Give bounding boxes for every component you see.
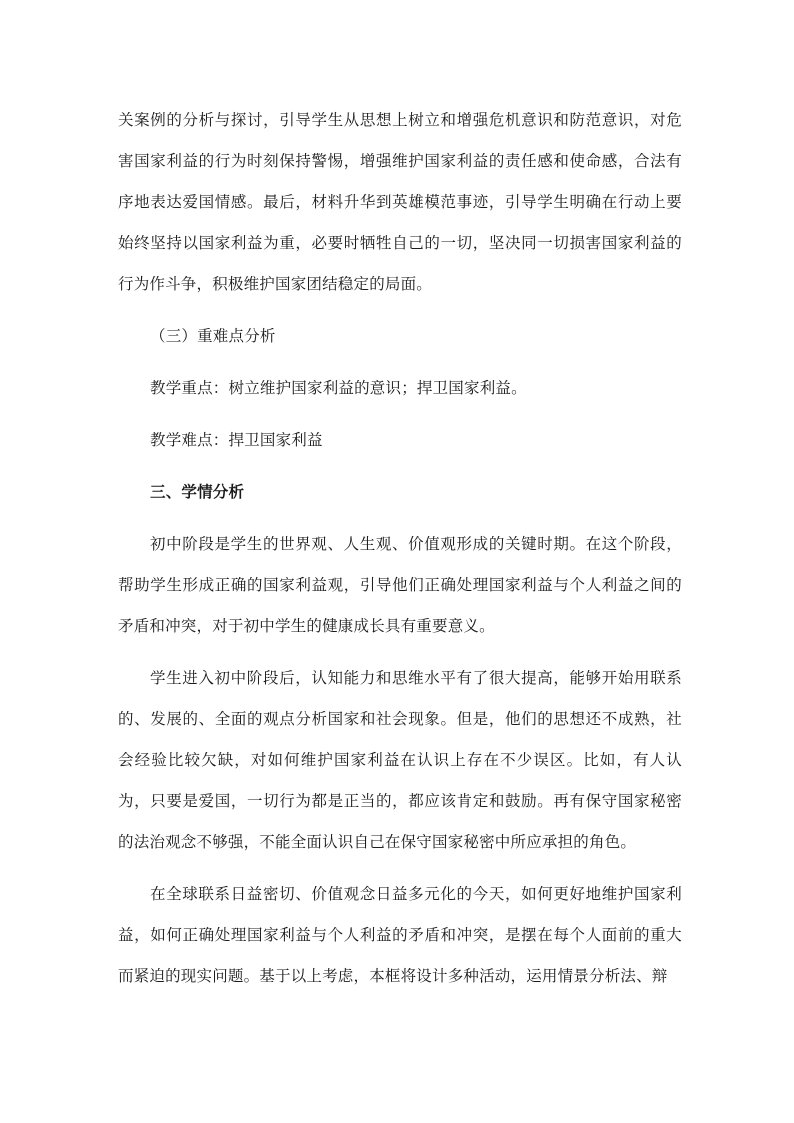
paragraph-case-analysis: 关案例的分析与探讨，引导学生从思想上树立和增强危机意识和防范意识，对危害国家利益的行为时刻保持警惕，增强维护国家利益的责任感和使命感，合法有序地表达爱国情感。最后，材料升华到英雄模范事迹，引导学生明确在行动上要始终坚持以国家利益为重，必要时牺牲自己的一切，坚决同一切损害国家利益的行为作斗争，积极维护国家团结稳定的局面。	[118, 111, 682, 293]
document-body	[118, 100, 682, 997]
paragraph-middle-school-stage: 初中阶段是学生的世界观、人生观、价值观形成的关键时期。在这个阶段，帮助学生形成正确的国家利益观，引导他们正确处理国家利益与个人利益之间的矛盾和冲突，对于初中学生的健康成长具有重要意义。	[118, 535, 682, 635]
paragraph-teaching-focus: 教学重点：树立维护国家利益的意识；捍卫国家利益。	[150, 379, 527, 397]
section-heading-learner-analysis: 三、学情分析	[150, 483, 245, 501]
paragraph-teaching-difficulty: 教学难点：捍卫国家利益	[150, 431, 323, 449]
paragraph-global-context: 在全球联系日益密切、价值观念日益多元化的今天，如何更好地维护国家利益，如何正确处理国家利益与个人利益的矛盾和冲突，是摆在每个人面前的重大而紧迫的现实问题。基于以上考虑，本框将设计多种活动，运用情景分析法、辩	[118, 885, 682, 985]
paragraph-student-cognition: 学生进入初中阶段后，认知能力和思维水平有了很大提高，能够开始用联系的、发展的、全面的观点分析国家和社会现象。但是，他们的思想还不成熟，社会经验比较欠缺，对如何维护国家利益在认识上存在不少误区。比如，有人认为，只要是爱国，一切行为都是正当的，都应该肯定和鼓励。再有保守国家秘密的法治观念不够强，不能全面认识自己在保守国家秘密中所应承担的角色。	[118, 669, 682, 851]
subheading-key-difficult-points: （三）重难点分析	[150, 327, 276, 345]
